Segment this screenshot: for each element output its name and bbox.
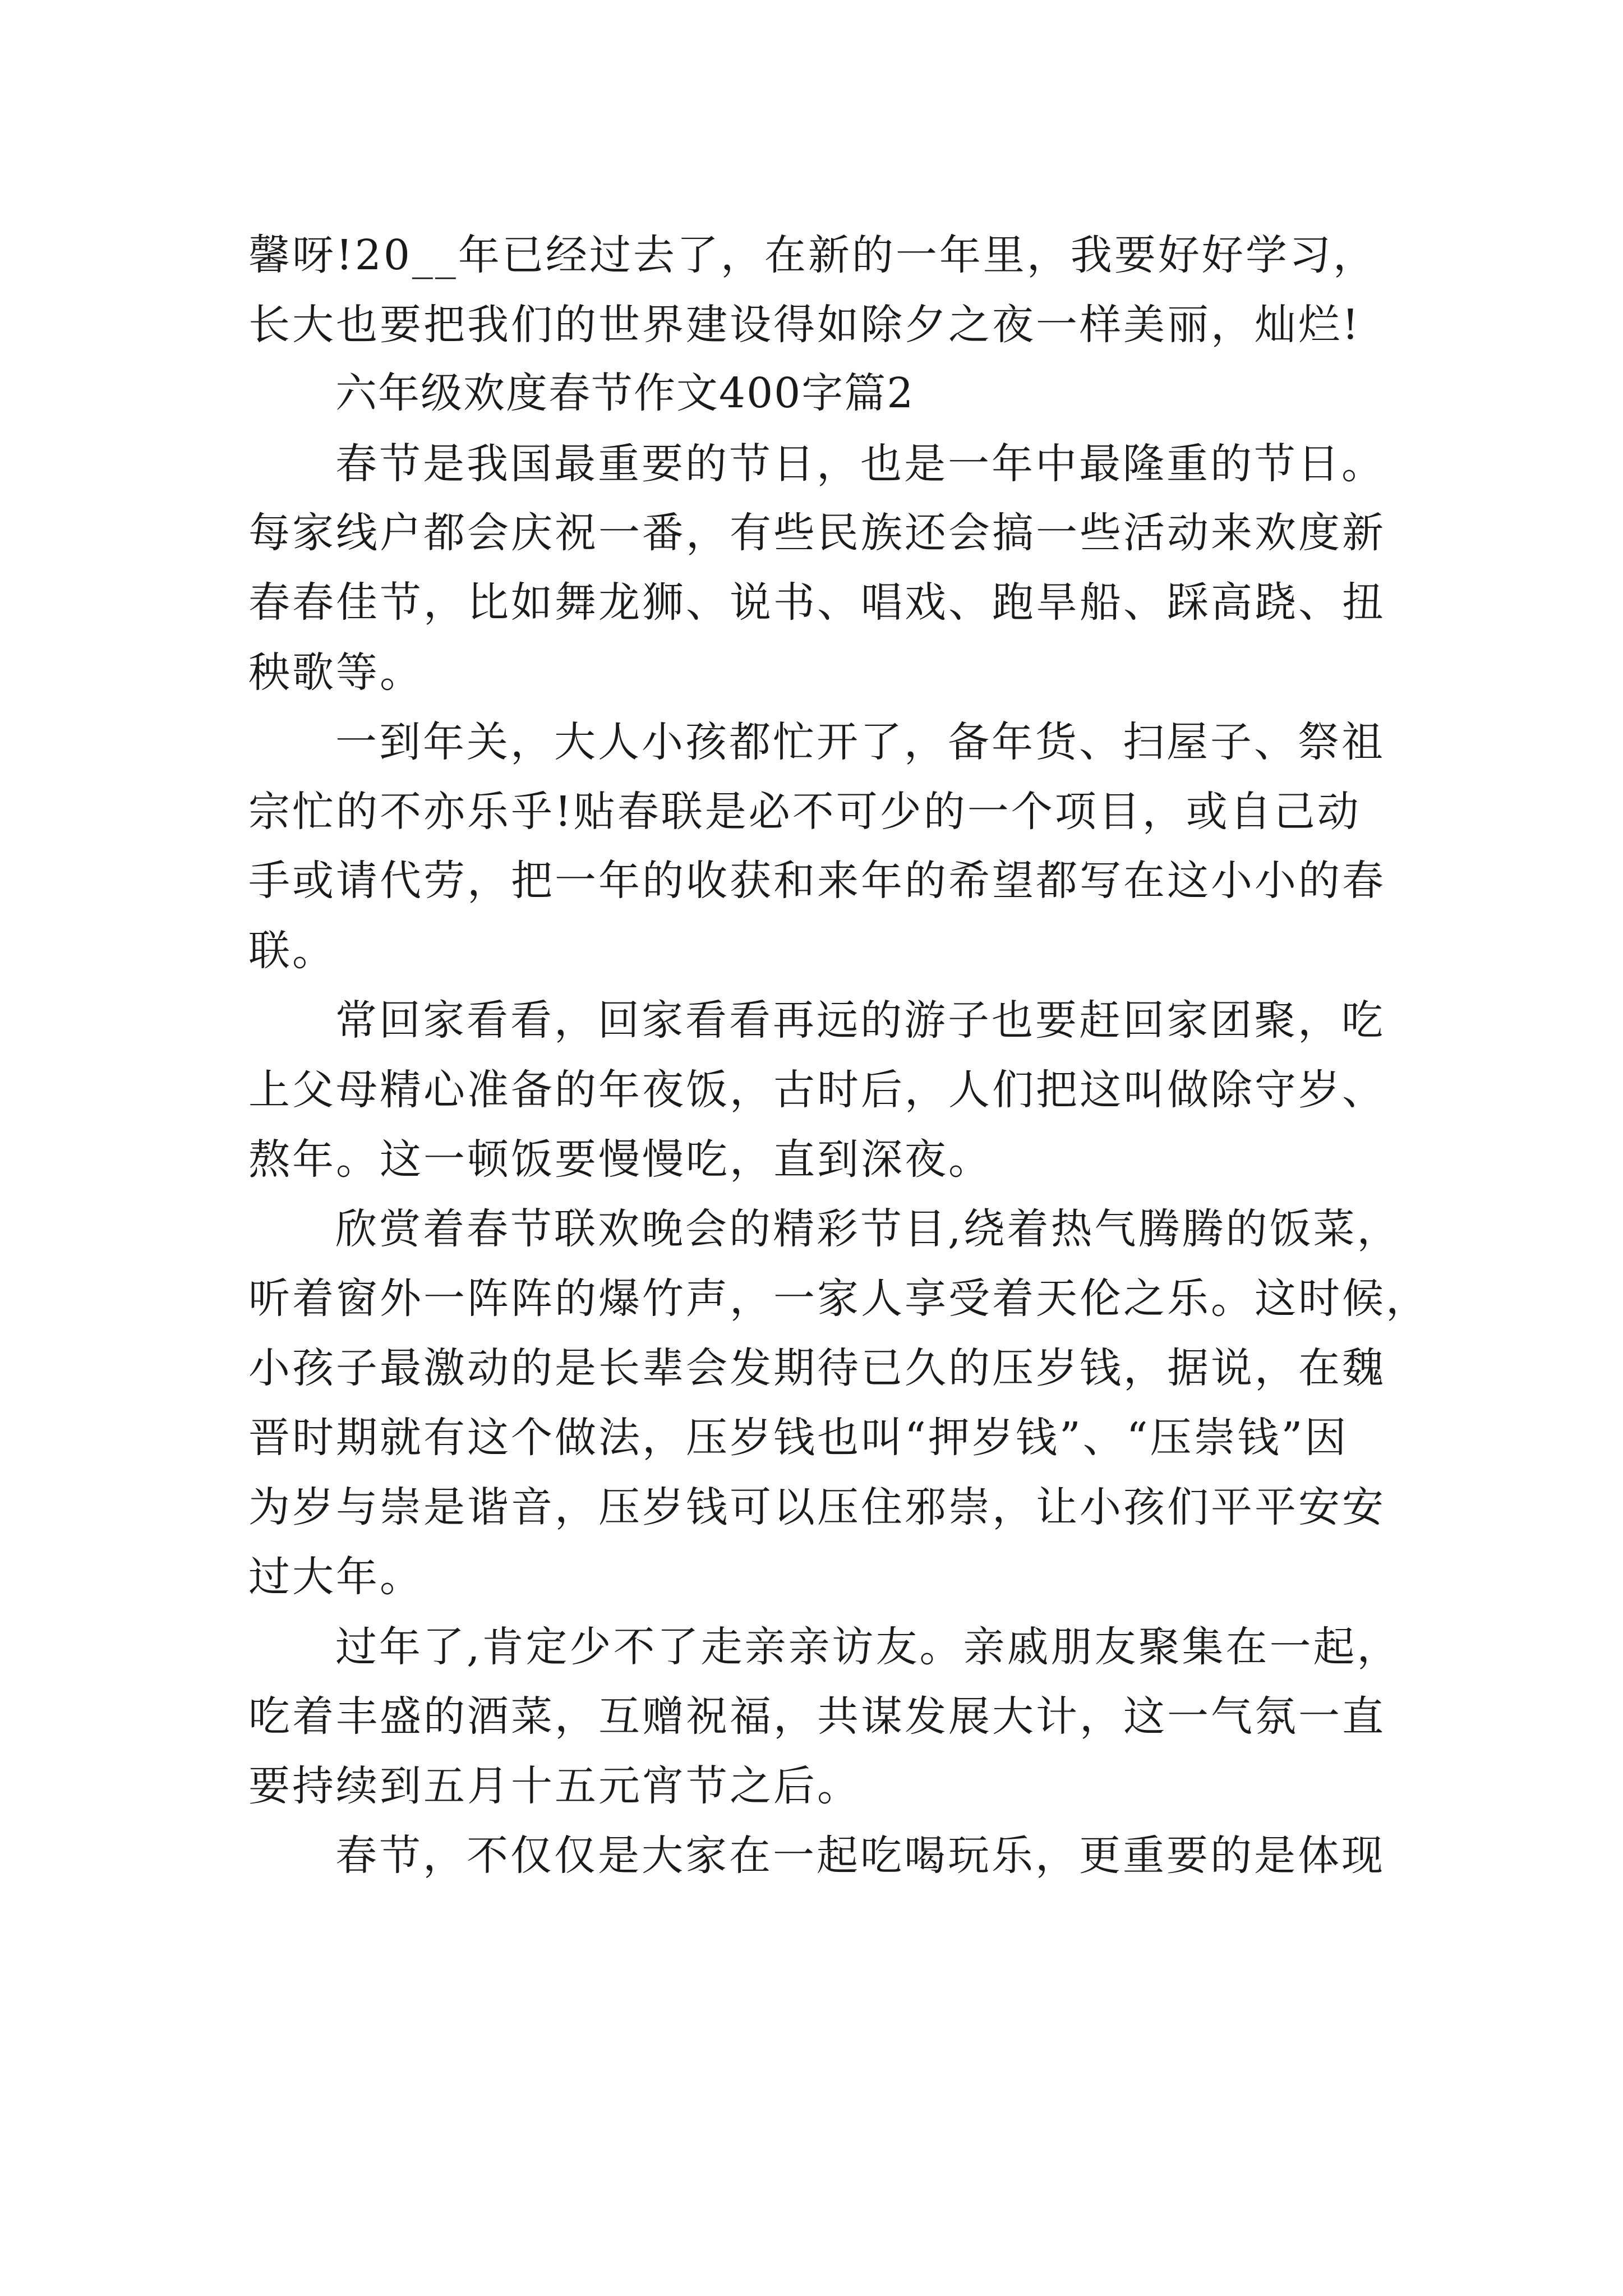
text-line: 春节是我国最重要的节日，也是一年中最隆重的节日。 xyxy=(335,440,1385,488)
text-line: 过大年。 xyxy=(248,1553,423,1601)
text-line: 晋时期就有这个做法，压岁钱也叫“押岁钱”、“压崇钱”因 xyxy=(248,1414,1349,1462)
text-line: 春春佳节，比如舞龙狮、说书、唱戏、跑旱船、踩高跷、扭 xyxy=(248,578,1386,627)
text-line: 吃着丰盛的酒菜，互赠祝福，共谋发展大计，这一气氛一直 xyxy=(248,1692,1386,1741)
text-line: 听着窗外一阵阵的爆竹声，一家人享受着天伦之乐。这时候， xyxy=(248,1274,1430,1323)
text-line: 上父母精心准备的年夜饭，古时后，人们把这叫做除守岁、 xyxy=(248,1066,1386,1114)
text-line: 一到年关，大人小孩都忙开了，备年货、扫屋子、祭祖 xyxy=(335,718,1385,766)
text-line: 宗忙的不亦乐乎!贴春联是必不可少的一个项目，或自己动 xyxy=(248,788,1361,836)
text-line: 常回家看看，回家看看再远的游子也要赶回家团聚，吃 xyxy=(335,996,1385,1045)
text-line: 春节，不仅仅是大家在一起吃喝玩乐，更重要的是体现 xyxy=(335,1832,1385,1880)
text-line: 馨呀!20__年已经过去了，在新的一年里，我要好好学习， xyxy=(248,231,1377,279)
text-line: 联。 xyxy=(248,927,336,975)
text-line: 小孩子最激动的是长辈会发期待已久的压岁钱，据说，在魏 xyxy=(248,1344,1386,1392)
section-title: 六年级欢度春节作文400字篇2 xyxy=(335,369,915,417)
text-line: 要持续到五月十五元宵节之后。 xyxy=(248,1762,861,1810)
text-line: 每家线户都会庆祝一番，有些民族还会搞一些活动来欢度新 xyxy=(248,509,1386,557)
text-line: 过年了,肯定少不了走亲亲访友。亲戚朋友聚集在一起， xyxy=(335,1623,1401,1671)
text-line: 手或请代劳，把一年的收获和来年的希望都写在这小小的春 xyxy=(248,857,1386,905)
text-line: 熬年。这一顿饭要慢慢吃，直到深夜。 xyxy=(248,1135,992,1184)
text-line: 秧歌等。 xyxy=(248,648,423,697)
text-line: 欣赏着春节联欢晚会的精彩节目,绕着热气腾腾的饭菜， xyxy=(335,1205,1401,1253)
text-line: 为岁与崇是谐音，压岁钱可以压住邪崇，让小孩们平平安安 xyxy=(248,1483,1386,1531)
text-line: 长大也要把我们的世界建设得如除夕之夜一样美丽，灿烂! xyxy=(248,301,1361,349)
